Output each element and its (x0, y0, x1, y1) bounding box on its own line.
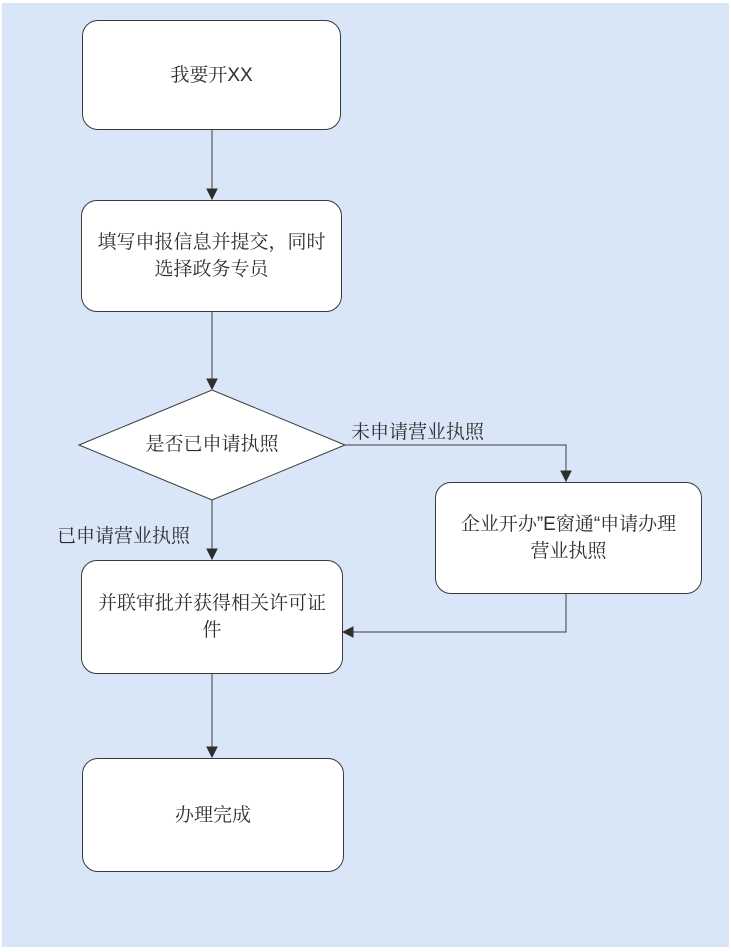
node-fill-info-label: 填写申报信息并提交，同时 选择政务专员 (97, 232, 326, 280)
node-parallel-approval-label: 并联审批并获得相关许可证 件 (97, 593, 326, 641)
edge-label-not-applied: 未申请营业执照 (351, 422, 485, 443)
node-start-label: 我要开XX (170, 64, 253, 86)
node-start (82, 20, 341, 130)
node-done (82, 758, 344, 872)
node-ewindow-label: 企业开办”E窗通“申请办理 营业执照 (460, 514, 677, 562)
node-done-label: 办理完成 (174, 804, 251, 826)
node-fill-info (81, 200, 342, 312)
connector-ewindow-to-parallel (343, 592, 566, 632)
connector-decision-to-ewindow (345, 445, 566, 481)
edge-label-applied: 已申请营业执照 (57, 526, 191, 547)
node-parallel-approval (81, 560, 343, 674)
node-decision-label: 是否已申请执照 (145, 434, 279, 455)
node-ewindow (435, 482, 702, 594)
